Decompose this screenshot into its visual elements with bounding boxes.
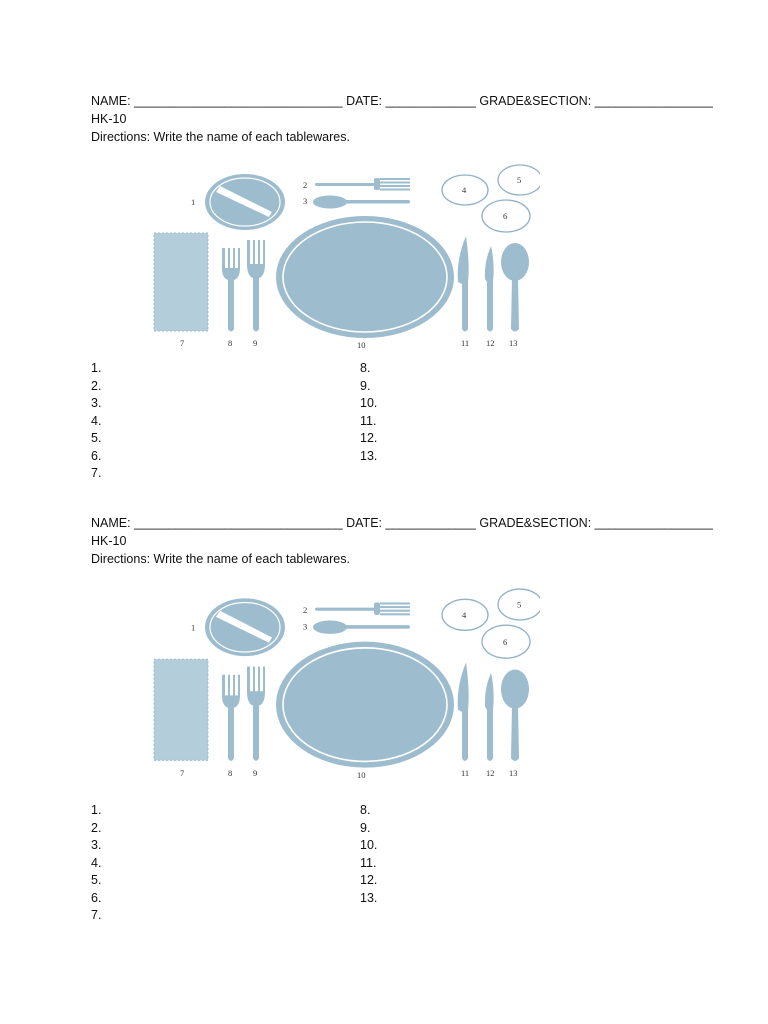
course-code: HK-10 — [91, 534, 127, 548]
answer-item[interactable]: 13. — [360, 890, 378, 905]
answer-item[interactable]: 10. — [360, 838, 378, 852]
figure-label: 13 — [509, 338, 518, 348]
dinner-fork — [247, 666, 265, 760]
figure-label: 1 — [191, 622, 196, 633]
answer-item[interactable]: 6. — [91, 890, 102, 905]
soup-spoon — [501, 243, 529, 332]
figure-label: 6 — [503, 636, 508, 647]
answer-item[interactable]: 4. — [91, 855, 102, 870]
directions: Directions: Write the name of each tablewares. — [91, 130, 350, 144]
figure-label: 12 — [486, 338, 495, 348]
answer-list-right — [360, 360, 377, 465]
table-setting-figure — [140, 164, 540, 350]
answer-list-left — [91, 360, 101, 483]
figure-label: 11 — [461, 767, 470, 778]
answer-list-left — [91, 802, 101, 925]
name-label: NAME: — [91, 516, 131, 530]
answer-item[interactable]: 7. — [91, 908, 102, 922]
figure-label: 9 — [253, 338, 258, 348]
date-label: DATE: — [346, 516, 383, 530]
name-blank[interactable]: ______________________________ — [134, 94, 343, 108]
answer-item[interactable]: 1. — [91, 803, 102, 817]
answer-item[interactable]: 11. — [360, 413, 377, 428]
header-line — [91, 94, 713, 108]
answer-list-right — [360, 802, 377, 907]
answer-item[interactable]: 4. — [91, 413, 102, 428]
answer-item[interactable]: 2. — [91, 820, 102, 835]
grade-section-label: GRADE&SECTION: — [479, 94, 592, 108]
figure-label: 8 — [228, 338, 233, 348]
dessert-spoon — [313, 621, 410, 634]
directions: Directions: Write the name of each tablewares. — [91, 552, 350, 566]
answer-item[interactable]: 6. — [91, 448, 102, 463]
figure-label: 4 — [462, 609, 467, 620]
dessert-fork — [315, 602, 410, 615]
figure-label: 12 — [486, 767, 495, 778]
table-setting-illustration — [140, 164, 540, 350]
dessert-spoon — [313, 196, 410, 209]
figure-label: 5 — [517, 599, 522, 610]
dinner-knife — [458, 662, 469, 761]
answer-item[interactable]: 2. — [91, 378, 102, 393]
answer-item[interactable]: 1. — [91, 361, 102, 375]
soup-spoon — [501, 670, 529, 761]
course-code: HK-10 — [91, 112, 127, 126]
salad-fork — [222, 675, 240, 761]
figure-label: 6 — [503, 211, 508, 221]
figure-label: 5 — [517, 175, 522, 185]
date-blank[interactable]: _____________ — [385, 94, 476, 108]
dinner-plate — [276, 216, 454, 338]
answer-item[interactable]: 11. — [360, 855, 377, 870]
napkin — [154, 233, 208, 331]
header-line — [91, 516, 713, 530]
figure-label: 7 — [180, 767, 185, 778]
figure-label: 11 — [461, 338, 470, 348]
name-blank[interactable]: ______________________________ — [134, 516, 343, 530]
answer-item[interactable]: 9. — [360, 820, 371, 835]
answer-item[interactable]: 12. — [360, 873, 378, 887]
figure-label: 1 — [191, 197, 196, 207]
dinner-knife — [458, 236, 469, 332]
answer-item[interactable]: 3. — [91, 396, 102, 410]
fish-knife — [485, 246, 494, 332]
dinner-plate — [276, 642, 454, 768]
figure-label: 13 — [509, 767, 518, 778]
table-setting-illustration — [140, 588, 540, 780]
figure-label: 2 — [303, 180, 308, 190]
grade-section-label: GRADE&SECTION: — [479, 516, 592, 530]
figure-label: 2 — [303, 604, 308, 615]
figure-label: 10 — [357, 340, 366, 350]
answer-item[interactable]: 5. — [91, 873, 102, 887]
answer-item[interactable]: 5. — [91, 431, 102, 445]
answer-item[interactable]: 9. — [360, 378, 371, 393]
answer-item[interactable]: 7. — [91, 466, 102, 480]
grade-section-blank[interactable]: _________________ — [594, 94, 713, 108]
table-setting-figure — [140, 588, 540, 780]
name-label: NAME: — [91, 94, 131, 108]
dinner-fork — [247, 240, 265, 332]
answer-item[interactable]: 8. — [360, 361, 371, 375]
answer-item[interactable]: 10. — [360, 396, 378, 410]
figure-label: 3 — [303, 196, 308, 206]
answer-item[interactable]: 8. — [360, 803, 371, 817]
dessert-fork — [315, 178, 410, 191]
grade-section-blank[interactable]: _________________ — [594, 516, 713, 530]
figure-label: 7 — [180, 338, 185, 348]
figure-label: 8 — [228, 767, 233, 778]
date-blank[interactable]: _____________ — [385, 516, 476, 530]
napkin — [154, 659, 208, 760]
date-label: DATE: — [346, 94, 383, 108]
fish-knife — [485, 673, 494, 761]
answer-item[interactable]: 13. — [360, 448, 378, 463]
figure-label: 9 — [253, 767, 258, 778]
figure-label: 4 — [462, 185, 467, 195]
figure-label: 10 — [357, 769, 366, 780]
answer-item[interactable]: 12. — [360, 431, 378, 445]
answer-item[interactable]: 3. — [91, 838, 102, 852]
figure-label: 3 — [303, 621, 308, 632]
salad-fork — [222, 248, 240, 332]
